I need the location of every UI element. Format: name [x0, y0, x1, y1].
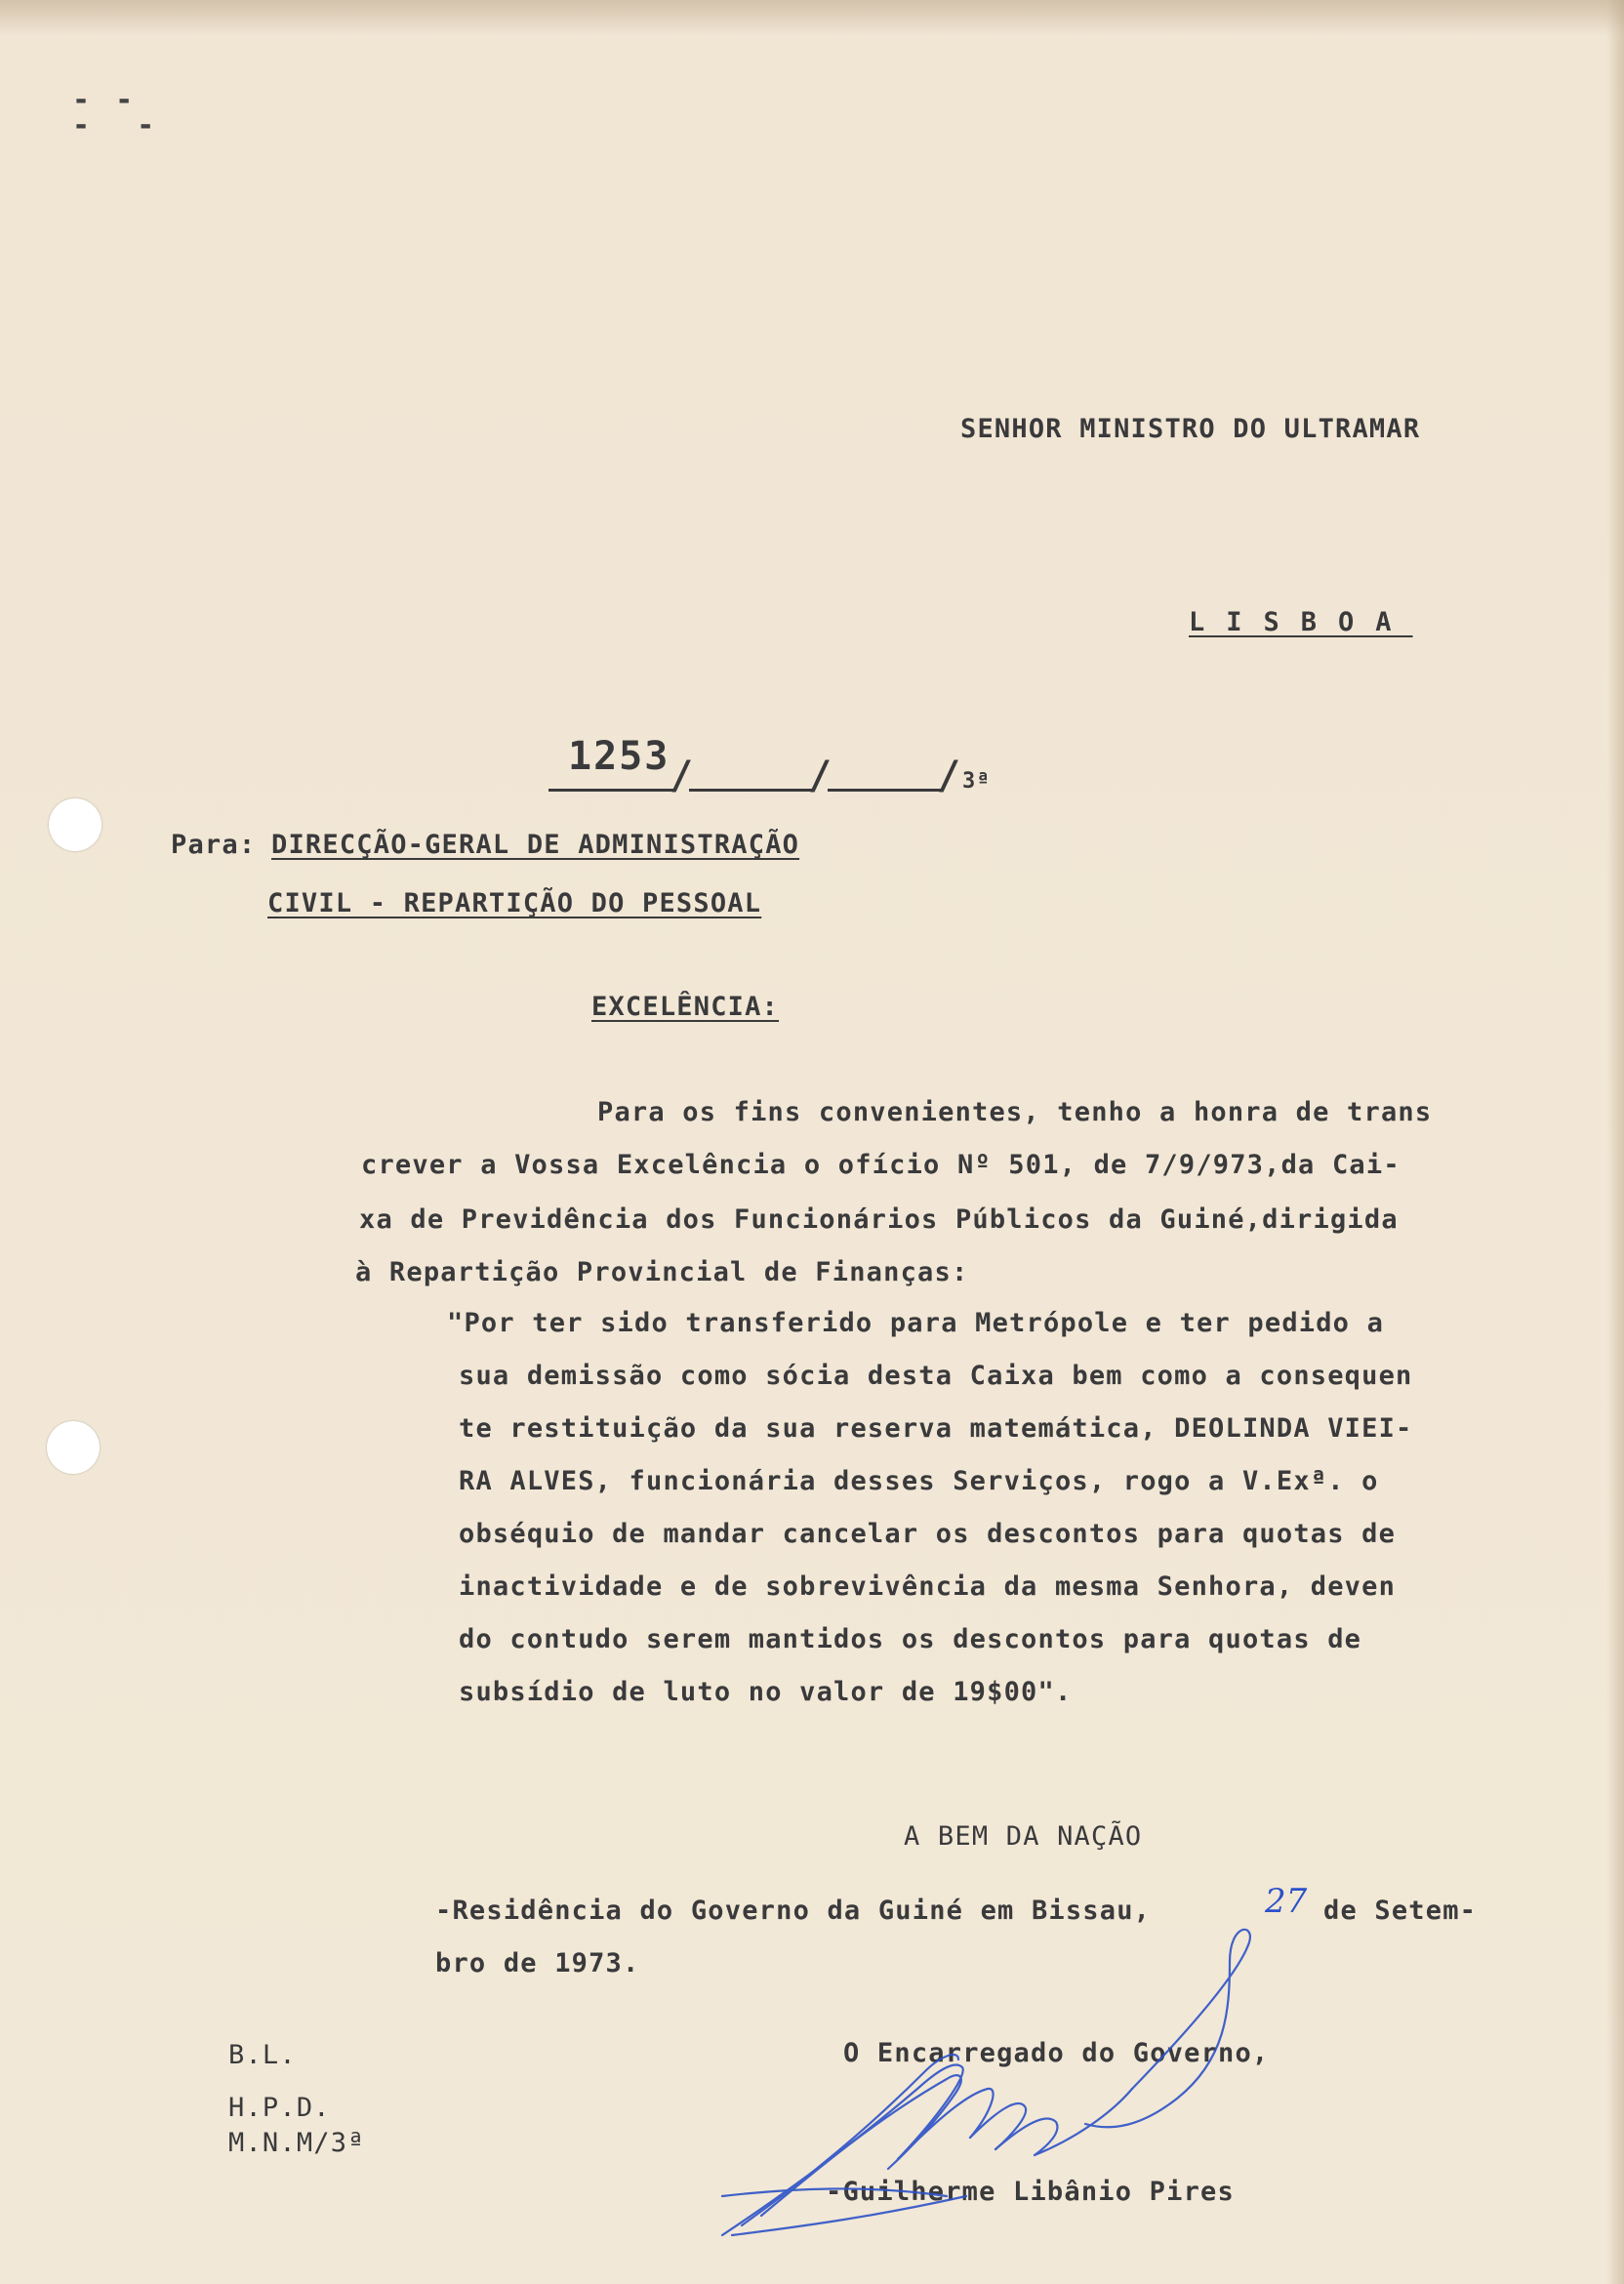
body-line-1: Para os fins convenientes, tenho a honra de trans	[597, 1097, 1433, 1127]
reference-underline-3	[828, 789, 943, 792]
closing: A BEM DA NAÇÃO	[904, 1821, 1143, 1852]
paper-top-edge	[0, 0, 1624, 35]
place-date-line-2: bro de 1973.	[435, 1948, 640, 1978]
signer-name: -Guilherme Libânio Pires	[826, 2177, 1235, 2207]
reference-underline-2	[689, 789, 814, 792]
quote-line-8: subsídio de luto no valor de 19$00".	[459, 1677, 1073, 1707]
para-label: Para:	[171, 830, 257, 860]
reference-suffix: 3ª	[962, 769, 991, 794]
quote-line-2: sua demissão como sócia desta Caixa bem como a consequen	[459, 1361, 1413, 1391]
addressee-line: SENHOR MINISTRO DO ULTRAMAR	[960, 414, 1421, 444]
quote-line-5: obséquio de mandar cancelar os descontos para quotas de	[459, 1519, 1397, 1549]
quote-line-4: RA ALVES, funcionária desses Serviços, rogo a V.Exª. o	[459, 1466, 1379, 1496]
handwritten-day: 27	[1265, 1882, 1308, 1921]
reference-slash-3: /	[937, 754, 961, 798]
reference-slash-1: /	[670, 754, 694, 798]
body-line-4: à Repartição Provincial de Finanças:	[355, 1257, 969, 1287]
salutation: EXCELÊNCIA:	[591, 992, 780, 1022]
para-line-1: DIRECÇÃO-GERAL DE ADMINISTRAÇÃO	[271, 830, 800, 860]
para-line-2: CIVIL - REPARTIÇÃO DO PESSOAL	[267, 888, 762, 918]
reference-slash-2: /	[808, 754, 832, 798]
quote-line-1: "Por ter sido transferido para Metrópole e ter pedido a	[447, 1308, 1385, 1338]
place-date-prefix: -Residência do Governo da Guiné em Bissau,	[435, 1896, 1152, 1926]
body-line-2: crever a Vossa Excelência o ofício Nº 501, de 7/9/973,da Cai-	[361, 1150, 1401, 1180]
initials-3: M.N.M/3ª	[228, 2128, 365, 2158]
place-date-suffix: de Setem-	[1323, 1896, 1478, 1926]
top-margin-marks: - - - -	[72, 83, 159, 143]
body-line-3: xa de Previdência dos Funcionários Públicos da Guiné,dirigida	[359, 1204, 1399, 1235]
paper-right-edge	[1606, 0, 1624, 2284]
initials-1: B.L.	[228, 2040, 297, 2070]
punch-hole-top	[49, 798, 102, 851]
signer-title: O Encarregado do Governo,	[843, 2038, 1270, 2068]
quote-line-3: te restituição da sua reserva matemática, DEOLINDA VIEI-	[459, 1413, 1413, 1444]
quote-line-7: do contudo serem mantidos os descontos para quotas de	[459, 1624, 1362, 1654]
addressee-city: LISBOA	[1189, 607, 1413, 637]
reference-number: 1253	[568, 734, 670, 779]
reference-underline-1	[548, 789, 675, 792]
quote-line-6: inactividade e de sobrevivência da mesma Senhora, deven	[459, 1571, 1397, 1602]
initials-2: H.P.D.	[228, 2093, 331, 2123]
signature	[703, 1903, 1386, 2255]
punch-hole-bottom	[47, 1421, 100, 1474]
